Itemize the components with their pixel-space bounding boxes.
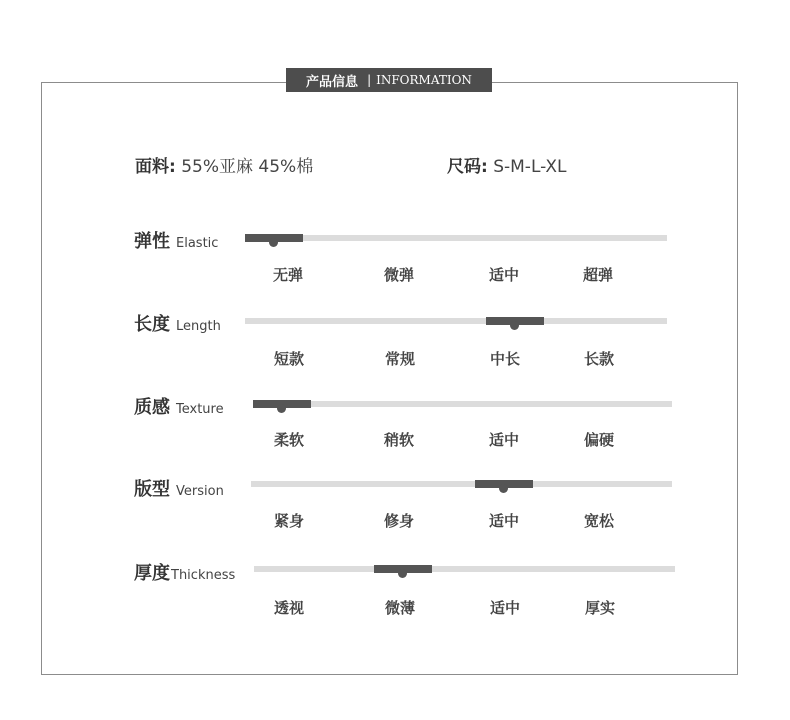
marker-dot (277, 404, 286, 413)
size-value: S-M-L-XL (493, 157, 567, 177)
attribute-title-length (134, 310, 221, 336)
scale-track-version (251, 481, 672, 487)
marker-dot (398, 569, 407, 578)
option-label: 微弹 (383, 266, 414, 284)
scale-marker-texture (253, 400, 311, 408)
marker-dot (269, 238, 278, 247)
attribute-title-thickness (134, 559, 235, 585)
scale-marker-elastic (245, 234, 303, 242)
size-info (447, 152, 567, 177)
option-label: 短款 (273, 350, 304, 368)
attribute-name-cn: 版型 (134, 479, 170, 500)
attribute-name-en: Thickness (171, 568, 236, 583)
scale-track-texture (253, 401, 672, 407)
option-label: 常规 (384, 350, 415, 368)
option-label: 长款 (583, 350, 614, 368)
option-label: 适中 (488, 512, 519, 530)
option-label: 适中 (489, 599, 520, 617)
option-label: 超弹 (582, 266, 613, 284)
attribute-name-en: Texture (176, 402, 224, 417)
option-label: 稍软 (383, 431, 414, 449)
scale-track-length (245, 318, 667, 324)
header-separator: | (367, 73, 372, 87)
attribute-name-en: Elastic (176, 236, 219, 251)
attribute-name-cn: 弹性 (134, 231, 170, 252)
marker-dot (510, 321, 519, 330)
scale-track-thickness (254, 566, 675, 572)
option-label: 适中 (488, 431, 519, 449)
section-header (286, 68, 492, 92)
option-label: 中长 (489, 350, 520, 368)
option-label: 修身 (383, 512, 414, 530)
attribute-name-en: Version (176, 484, 224, 499)
option-label: 宽松 (583, 512, 614, 530)
fabric-label: 面料: (135, 157, 176, 177)
option-label: 紧身 (273, 512, 304, 530)
fabric-value: 55%亚麻 45%棉 (181, 157, 314, 177)
marker-dot (499, 484, 508, 493)
attribute-name-cn: 厚度 (134, 563, 170, 584)
option-label: 适中 (488, 266, 519, 284)
option-label: 厚实 (584, 599, 615, 617)
attribute-title-version (134, 475, 224, 501)
attribute-name-cn: 质感 (134, 397, 170, 418)
option-label: 无弹 (272, 266, 303, 284)
attribute-name-cn: 长度 (134, 314, 170, 335)
scale-marker-length (486, 317, 544, 325)
attribute-title-texture (134, 393, 224, 419)
size-label: 尺码: (447, 157, 488, 177)
option-label: 微薄 (384, 599, 415, 617)
header-title-cn: 产品信息 (306, 74, 359, 90)
option-label: 透视 (273, 599, 304, 617)
header-title-en: INFORMATION (376, 73, 472, 87)
option-label: 柔软 (273, 431, 304, 449)
fabric-info (135, 152, 313, 177)
option-label: 偏硬 (583, 431, 614, 449)
attribute-name-en: Length (176, 319, 221, 334)
scale-marker-version (475, 480, 533, 488)
attribute-title-elastic (134, 227, 218, 253)
scale-track-elastic (245, 235, 667, 241)
scale-marker-thickness (374, 565, 432, 573)
